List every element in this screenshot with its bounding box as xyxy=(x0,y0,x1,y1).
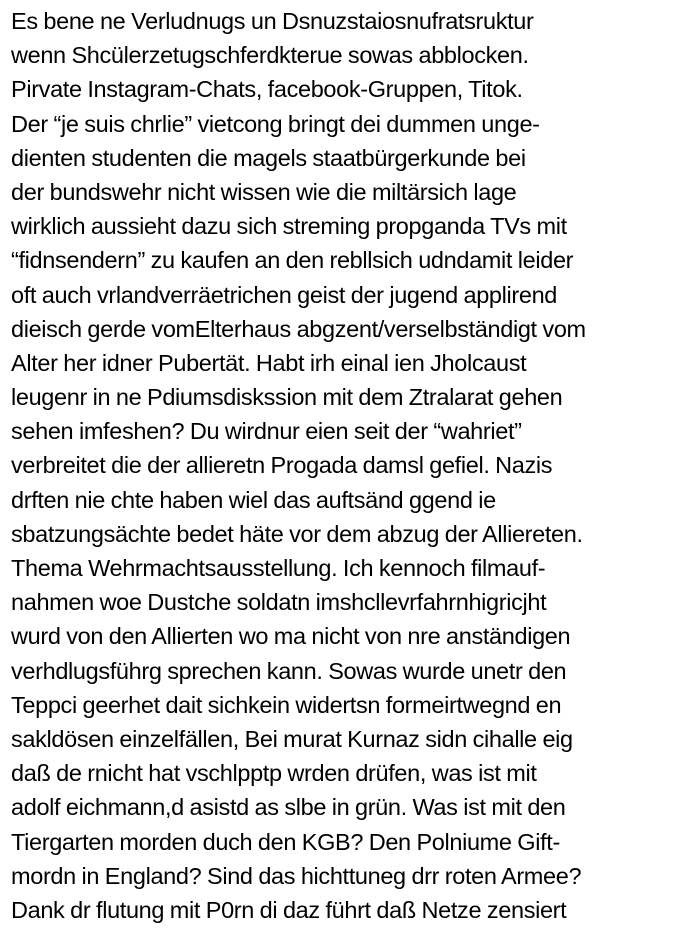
text-line-12: leugenr in ne Pdiumsdiskssion mit dem Ztralarat gehen xyxy=(11,384,563,411)
text-line-17: Thema Wehrmachtsausstellung. Ich kennoch filmauf- xyxy=(11,555,546,581)
text-line-11: Alter her idner Pubertät. Habt irh einal ien Jholcaust xyxy=(11,349,527,376)
text-line-3: Pirvate Instagram-Chats, facebook-Gruppen, Titok. xyxy=(11,76,523,103)
text-line-6: der bundswehr nicht wissen wie die miltärsich lage xyxy=(11,178,517,205)
text-line-22: sakldösen einzelfällen, Bei murat Kurnaz sidn cihalle eig xyxy=(11,725,573,752)
text-line-4: Der “je suis chrlie” vietcong bringt dei dummen unge- xyxy=(11,110,540,137)
text-line-23: daß de rnicht hat vschlpptp wrden drüfen, was ist mit xyxy=(11,760,537,787)
text-line-1: Es bene ne Verludnugs un Dsnuzstaiosnufratsruktur xyxy=(11,8,534,34)
text-line-15: drften nie chte haben wiel das auftsänd ggend ie xyxy=(11,486,496,513)
text-line-25: Tiergarten morden duch den KGB? Den Polniume Gift- xyxy=(11,828,560,855)
text-line-18: nahmen woe Dustche soldatn imshcllevrfahrnhigricjht xyxy=(11,589,547,616)
text-line-7: wirklich aussieht dazu sich streming propganda TVs mit xyxy=(11,213,567,240)
text-block xyxy=(11,4,679,927)
text-line-14: verbreitet die der allieretn Progada damsl gefiel. Nazis xyxy=(11,452,553,479)
text-line-10: dieisch gerde vomElterhaus abgzent/verselbständigt vom xyxy=(11,315,586,342)
text-line-9: oft auch vrlandverräetrichen geist der jugend applirend xyxy=(11,281,558,308)
text-line-21: Teppci geerhet dait sichkein widertsn formeirtwegnd en xyxy=(11,691,562,718)
text-line-19: wurd von den Allierten wo ma nicht von nre anständigen xyxy=(11,623,571,650)
text-line-26: mordn in England? Sind das hichttuneg drr roten Armee? xyxy=(11,862,582,889)
text-line-27: Dank dr flutung mit P0rn di daz führt daß Netze zensiert xyxy=(11,896,567,923)
text-line-5: dienten studenten die magels staatbürgerkunde bei xyxy=(11,144,526,171)
text-line-16: sbatzungsächte bedet häte vor dem abzug der Alliereten. xyxy=(11,520,583,547)
text-line-24: adolf eichmann,d asistd as slbe in grün. Was ist mit den xyxy=(11,794,566,821)
text-line-2: wenn Shcülerzetugschferdkterue sowas abblocken. xyxy=(11,42,529,69)
text-line-20: verhdlugsführg sprechen kann. Sowas wurde unetr den xyxy=(11,657,567,684)
text-line-13: sehen imfeshen? Du wirdnur eien seit der “wahriet” xyxy=(11,418,522,445)
text-line-8: “fidnsendern” zu kaufen an den rebllsich udndamit leider xyxy=(11,247,574,274)
